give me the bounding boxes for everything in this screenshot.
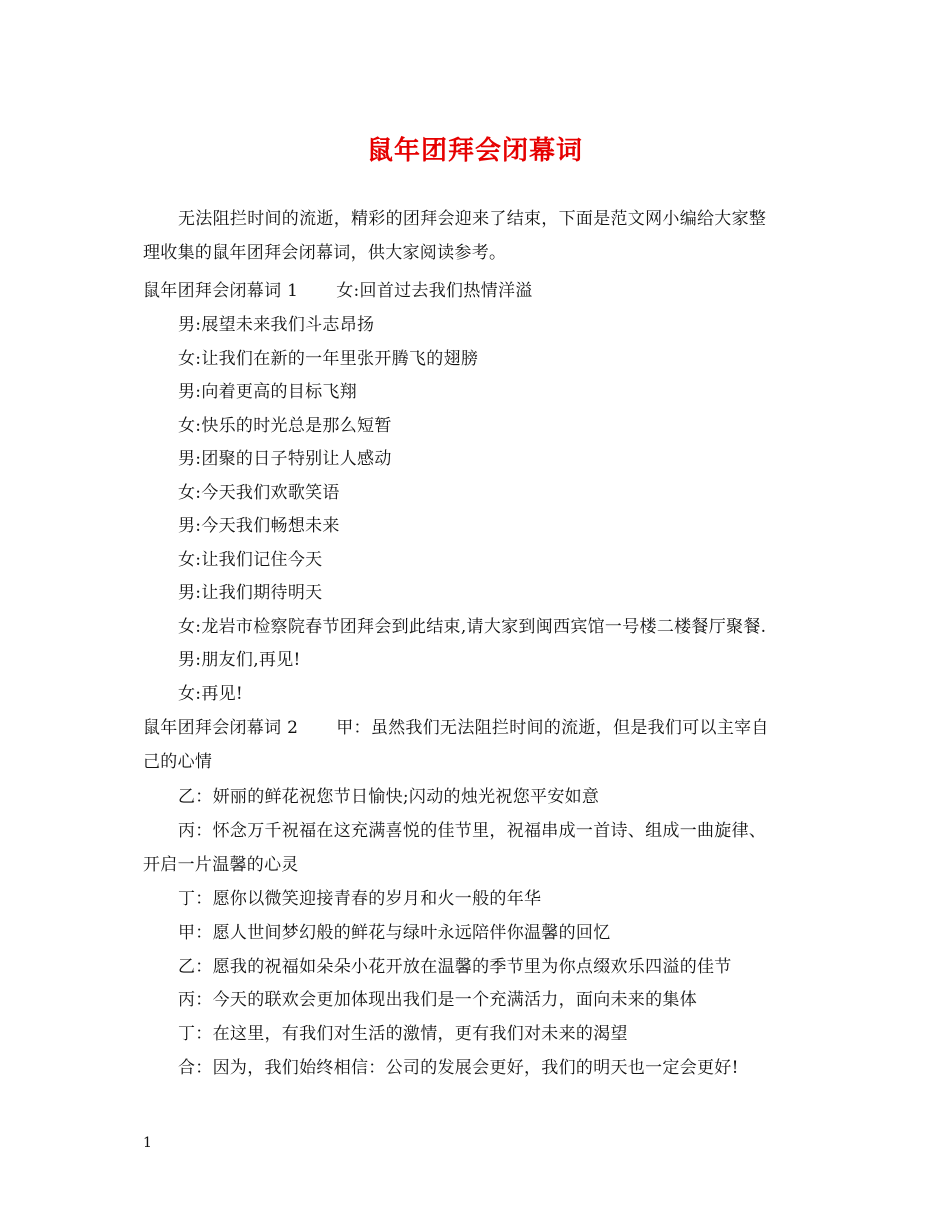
section2-line-bing: 丙：怀念万千祝福在这充满喜悦的佳节里，祝福串成一首诗、组成一曲旋律、	[178, 821, 767, 841]
section2-heading-line	[143, 716, 769, 740]
section1-line: 女:快乐的时光总是那么短暂	[178, 416, 392, 436]
intro-line-2: 理收集的鼠年团拜会闭幕词，供大家阅读参考。	[143, 243, 507, 263]
section2-line: 合：因为，我们始终相信：公司的发展会更好，我们的明天也一定会更好!	[178, 1058, 739, 1078]
section2-line: 乙：愿我的祝福如朵朵小花开放在温馨的季节里为你点缀欢乐四溢的佳节	[178, 957, 732, 977]
section2-first-line: 甲：虽然我们无法阻拦时间的流逝，但是我们可以主宰自	[336, 718, 769, 738]
intro-line-1: 无法阻拦时间的流逝，精彩的团拜会迎来了结束，下面是范文网小编给大家整	[178, 209, 767, 229]
section2-line: 丁：在这里，有我们对生活的激情，更有我们对未来的渴望	[178, 1024, 628, 1044]
section1-line: 男:向着更高的目标飞翔	[178, 382, 358, 402]
section1-line: 女:让我们记住今天	[178, 550, 323, 570]
section1-line: 男:团聚的日子特别让人感动	[178, 449, 392, 469]
section1-line: 男:朋友们,再见!	[178, 650, 301, 670]
section2-line: 丙：今天的联欢会更加体现出我们是一个充满活力，面向未来的集体	[178, 990, 697, 1010]
document-title: 鼠年团拜会闭幕词	[366, 136, 583, 166]
section2-heading: 鼠年团拜会闭幕词 2	[143, 718, 299, 738]
section1-line: 男:让我们期待明天	[178, 583, 323, 603]
page-number: 1	[143, 1135, 152, 1151]
section1-line: 女:让我们在新的一年里张开腾飞的翅膀	[178, 349, 479, 369]
section1-line: 女:今天我们欢歌笑语	[178, 483, 340, 503]
section1-first-line: 女:回首过去我们热情洋溢	[336, 281, 533, 301]
section1-line: 女:再见!	[178, 684, 244, 704]
section2-line-bing-cont: 开启一片温馨的心灵	[143, 855, 299, 875]
section1-line: 男:展望未来我们斗志昂扬	[178, 315, 375, 335]
section1-heading: 鼠年团拜会闭幕词 1	[143, 281, 299, 301]
section2-line: 甲：愿人世间梦幻般的鲜花与绿叶永远陪伴你温馨的回忆	[178, 923, 611, 943]
section1-line: 男:今天我们畅想未来	[178, 516, 340, 536]
section1-heading-line	[143, 279, 533, 303]
section2-line-yi: 乙：妍丽的鲜花祝您节日愉快;闪动的烛光祝您平安如意	[178, 787, 600, 807]
section2-line: 丁：愿你以微笑迎接青春的岁月和火一般的年华	[178, 889, 542, 909]
section2-first-line-cont: 己的心情	[143, 752, 213, 772]
section1-line: 女:龙岩市检察院春节团拜会到此结束,请大家到闽西宾馆一号楼二楼餐厅聚餐.	[178, 617, 767, 637]
